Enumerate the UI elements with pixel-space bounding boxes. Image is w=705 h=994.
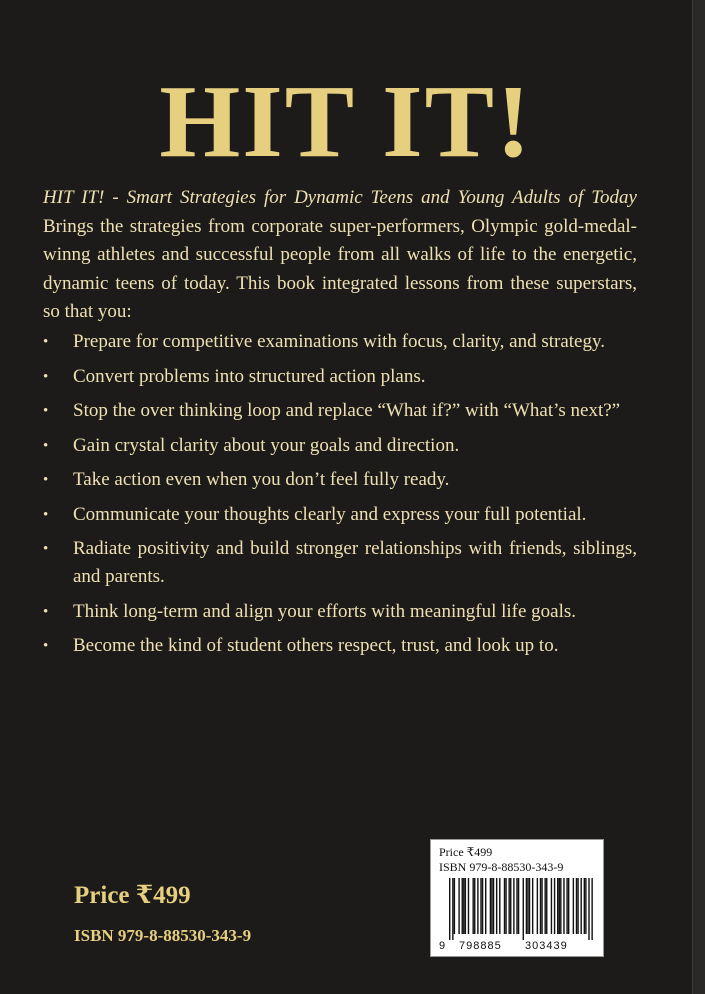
barcode-bar bbox=[573, 878, 574, 934]
list-item bbox=[43, 598, 637, 626]
barcode-bar bbox=[462, 878, 463, 934]
barcode-bar bbox=[465, 878, 466, 934]
bullet-icon: • bbox=[43, 472, 49, 488]
bullet-icon: • bbox=[43, 403, 49, 419]
list-item bbox=[43, 501, 637, 529]
bullet-icon: • bbox=[43, 541, 49, 557]
barcode-bar bbox=[529, 878, 530, 934]
book-description bbox=[43, 184, 637, 327]
barcode-isbn: ISBN 979-8-88530-343-9 bbox=[439, 860, 564, 874]
barcode-bar bbox=[480, 878, 481, 934]
list-item bbox=[43, 466, 637, 494]
barcode-bar bbox=[551, 878, 552, 934]
barcode-bar bbox=[482, 878, 483, 934]
barcode-bar bbox=[585, 878, 586, 934]
bullet-icon: • bbox=[43, 506, 49, 523]
bullet-icon: • bbox=[43, 603, 49, 620]
barcode-bar bbox=[505, 878, 506, 934]
page-edge bbox=[692, 0, 705, 994]
barcode-bar bbox=[532, 878, 533, 934]
barcode-bar bbox=[540, 878, 541, 934]
barcode-digits-left: 798885 bbox=[459, 940, 502, 952]
barcode-bar bbox=[518, 878, 519, 934]
barcode-digits-right: 303439 bbox=[525, 940, 568, 952]
barcode-bar bbox=[580, 878, 581, 934]
list-item-text: Convert problems into structured action plans. bbox=[73, 365, 426, 387]
barcode-bar bbox=[474, 878, 475, 934]
barcode-bar bbox=[554, 878, 555, 934]
barcode-bar bbox=[458, 878, 459, 934]
barcode-bar bbox=[463, 878, 464, 934]
list-item bbox=[43, 397, 637, 425]
barcode-bar bbox=[559, 878, 560, 934]
barcode-bar bbox=[568, 878, 569, 934]
list-item-text: Communicate your thoughts clearly and express your full potential. bbox=[73, 503, 587, 525]
list-item-text: Prepare for competitive examinations with focus, clarity, and strategy. bbox=[73, 331, 605, 352]
barcode-digit-first: 9 bbox=[439, 940, 446, 952]
barcode-bar bbox=[560, 878, 561, 934]
list-item bbox=[43, 535, 637, 591]
barcode-bar bbox=[452, 878, 453, 940]
barcode-bar bbox=[566, 878, 567, 934]
barcode-bar bbox=[472, 878, 473, 934]
barcode-bar bbox=[490, 878, 491, 934]
barcode-bar bbox=[577, 878, 578, 934]
list-item-text: Become the kind of student others respect, trust, and look up to. bbox=[73, 635, 559, 656]
barcode-bar bbox=[537, 878, 538, 934]
barcode-price: Price ₹499 bbox=[439, 845, 493, 859]
barcode-graphic bbox=[439, 878, 595, 952]
barcode-bar bbox=[557, 878, 558, 934]
barcode-bar bbox=[468, 878, 469, 934]
barcode-bar bbox=[584, 878, 585, 934]
bullet-icon: • bbox=[43, 368, 49, 385]
list-item-text: Take action even when you don’t feel fully ready. bbox=[73, 469, 450, 490]
price-label: Price ₹499 bbox=[74, 882, 191, 909]
list-item bbox=[43, 328, 637, 356]
barcode-bar bbox=[526, 878, 527, 934]
barcode-bar bbox=[523, 878, 524, 940]
description-body: Brings the strategies from corporate super-performers, Olympic gold-medal-winng athletes and successful people from all walks of life to the energetic, dynamic teens of today. This book integrated lessons from these superstars, so that you: bbox=[43, 215, 637, 322]
bullet-icon: • bbox=[43, 437, 49, 454]
barcode-bar bbox=[499, 878, 500, 934]
list-item-text: Gain crystal clarity about your goals and direction. bbox=[73, 434, 460, 456]
barcode-bar bbox=[508, 878, 509, 934]
barcode-bar bbox=[513, 878, 514, 934]
barcode-bar bbox=[454, 878, 455, 934]
barcode-bars bbox=[449, 878, 593, 940]
barcode-label bbox=[430, 839, 604, 957]
isbn-label: ISBN 979-8-88530-343-9 bbox=[74, 926, 252, 945]
list-item-text: Think long-term and align your efforts with meaningful life goals. bbox=[73, 600, 577, 622]
barcode-bar bbox=[491, 878, 492, 934]
barcode-bar bbox=[591, 878, 592, 940]
barcode-bar bbox=[477, 878, 478, 934]
bullet-icon: • bbox=[43, 334, 49, 350]
barcode-bar bbox=[546, 878, 547, 934]
barcode-bar bbox=[588, 878, 589, 940]
barcode-bar bbox=[493, 878, 494, 934]
barcode-bar bbox=[485, 878, 486, 934]
benefits-list bbox=[43, 328, 637, 667]
list-item-text: Stop the over thinking loop and replace “What if?” with “What’s next?” bbox=[73, 400, 621, 421]
barcode-bar bbox=[449, 878, 450, 940]
list-item-text: Radiate positivity and build stronger relationships with friends, siblings, and parents. bbox=[73, 538, 637, 587]
barcode-bar bbox=[544, 878, 545, 934]
list-item bbox=[43, 632, 637, 660]
barcode-bar bbox=[576, 878, 577, 934]
barcode-bar bbox=[510, 878, 511, 934]
barcode-bar bbox=[527, 878, 528, 934]
bullet-icon: • bbox=[43, 638, 49, 654]
barcode-bar bbox=[516, 878, 517, 934]
barcode-bar bbox=[496, 878, 497, 934]
list-item bbox=[43, 363, 637, 391]
book-title: HIT IT! bbox=[159, 64, 533, 179]
barcode-bar bbox=[541, 878, 542, 934]
barcode-bar bbox=[504, 878, 505, 934]
barcode-bar bbox=[563, 878, 564, 934]
list-item bbox=[43, 432, 637, 460]
description-italic-lead: HIT IT! - Smart Strategies for Dynamic Teens and Young Adults of Today bbox=[43, 187, 637, 208]
